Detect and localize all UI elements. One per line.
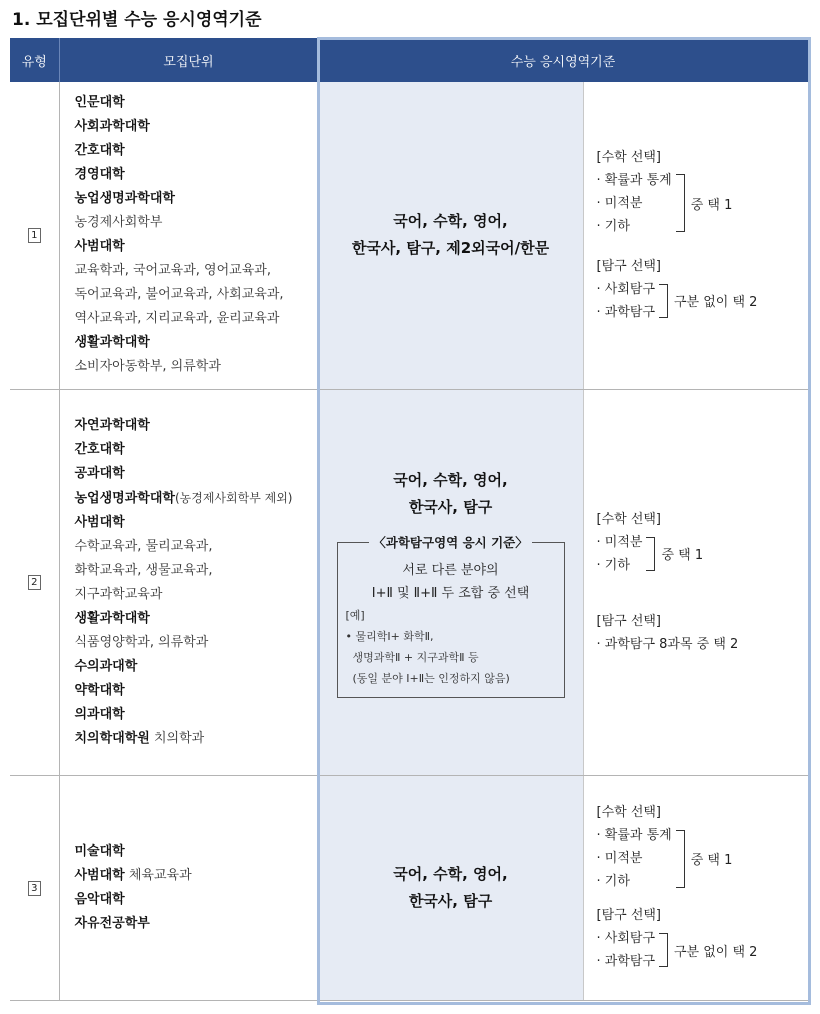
page-title: 1. 모집단위별 수능 응시영역기준 [12,10,262,30]
inquiry-selection-head: [탐구 선택] [596,258,662,274]
unit-college: 생활과학대학 [74,335,150,351]
type-number: 2 [28,575,41,590]
type-cell [10,775,59,1000]
unit-college: 자유전공학부 [74,915,150,931]
inquiry-option: · 사회탐구 [596,281,655,297]
unit-college: 사범대학 [74,514,125,530]
math-selection-head: [수학 선택] [596,805,662,820]
math-selection [597,509,809,577]
unit-department: 식품영양학과, 의류학과 [74,634,209,650]
math-selection-head: [수학 선택] [596,511,662,527]
units-cell [59,775,318,1000]
criteria-line: 서로 다른 분야의 [402,562,499,578]
unit-department: 화학교육과, 생물교육과, [74,562,213,578]
type-cell [10,389,59,775]
unit-college: 치의학대학원 [74,730,150,746]
selection-cell [583,775,808,1000]
math-selection-result: 중 택 1 [690,853,733,868]
inquiry-option: · 사회탐구 [596,931,655,946]
unit-department: 수학교육과, 물리교육과, [74,538,213,554]
unit-college: 사범대학 [74,867,125,883]
math-option: · 미적분 [596,851,643,866]
subjects-line: 국어, 수학, 영어, [393,864,508,883]
unit-note: (농경제사회학부 제외) [174,490,293,505]
math-selection [597,802,809,893]
subjects-cell [318,389,583,775]
bracket-shape [676,830,685,888]
subjects-cell [318,82,583,389]
math-selection-result: 중 택 1 [661,548,704,563]
math-option: · 미적분 [596,534,643,550]
header-unit: 모집단위 [59,38,318,82]
math-selection-head: [수학 선택] [596,149,662,165]
selection-cell [583,82,808,389]
unit-college: 경영대학 [74,167,125,183]
unit-note: 치의학과 [149,730,205,746]
unit-college: 사범대학 [74,239,125,255]
unit-department: 독어교육과, 불어교육과, 사회교육과, [74,287,284,303]
header-type: 유형 [10,38,59,82]
unit-college: 농업생명과학대학 [74,191,175,207]
math-option: · 기하 [596,874,630,889]
unit-department: 교육학과, 국어교육과, 영어교육과, [74,263,271,279]
units-cell [59,389,318,775]
unit-department: 역사교육과, 지리교육과, 윤리교육과 [74,311,280,327]
unit-college: 농업생명과학대학 [74,490,175,506]
units-cell [59,82,318,389]
unit-college: 간호대학 [74,441,125,457]
subjects-line: 한국사, 탐구, 제2외국어/한문 [351,239,550,258]
inquiry-selection [597,256,809,324]
criteria-line: Ⅰ+Ⅱ 및 Ⅱ+Ⅱ 두 조합 중 선택 [371,585,530,601]
inquiry-selection [597,611,809,656]
subjects-cell [318,775,583,1000]
bracket-shape [646,537,655,571]
inquiry-selection-head: [탐구 선택] [596,613,662,629]
subjects-line: 한국사, 탐구 [408,497,493,516]
type-number: 1 [28,228,41,243]
unit-department: 지구과학교육과 [74,586,163,602]
subjects-line: 국어, 수학, 영어, [393,470,508,489]
unit-college: 음악대학 [74,891,125,907]
unit-college: 약학대학 [74,682,125,698]
unit-college: 의과대학 [74,706,125,722]
example-line: (동일 분야 Ⅰ+Ⅱ는 인정하지 않음) [345,671,510,685]
example-line: • 물리학Ⅰ+ 화학Ⅱ, [345,629,434,643]
unit-college: 생활과학대학 [74,610,150,626]
selection-cell [583,389,808,775]
unit-college: 공과대학 [74,465,125,481]
table-row-type-1 [10,82,808,389]
science-criteria-box [337,534,565,698]
bracket-shape [676,174,685,232]
inquiry-selection-head: [탐구 선택] [596,908,662,923]
unit-college: 사회과학대학 [74,119,150,135]
inquiry-selection-result: 구분 없이 택 2 [674,295,758,311]
unit-college: 인문대학 [74,95,125,111]
math-option: · 기하 [596,557,630,573]
unit-college: 수의과대학 [74,658,138,674]
header-criteria: 수능 응시영역기준 [318,38,808,82]
math-option: · 확률과 통계 [596,172,672,188]
bracket-shape [659,284,668,318]
criteria-box-title: 〈과학탐구영역 응시 기준〉 [369,535,531,551]
unit-department: 소비자아동학부, 의류학과 [74,359,221,375]
subjects-line: 국어, 수학, 영어, [393,212,508,231]
math-selection [597,147,809,238]
unit-note: 체육교육과 [124,867,192,883]
type-number: 3 [28,881,41,896]
math-selection-result: 중 택 1 [690,197,733,213]
table-row-type-3 [10,775,808,1000]
inquiry-selection [597,905,809,973]
inquiry-option: · 과학탐구 [596,954,655,969]
admission-criteria-table [10,38,809,1001]
inquiry-option: · 과학탐구 8과목 중 택 2 [596,636,739,652]
subjects-line: 한국사, 탐구 [408,891,493,910]
type-cell [10,82,59,389]
unit-department: 농경제사회학부 [74,215,163,231]
example-label: [예] [345,608,365,622]
inquiry-option: · 과학탐구 [596,304,655,320]
table-row-type-2 [10,389,808,775]
math-option: · 확률과 통계 [596,828,672,843]
bracket-shape [659,933,668,967]
unit-college: 미술대학 [74,843,125,859]
math-option: · 미적분 [596,195,643,211]
inquiry-selection-result: 구분 없이 택 2 [674,944,758,960]
math-option: · 기하 [596,218,630,234]
table-header-row [10,38,808,82]
unit-college: 간호대학 [74,143,125,159]
unit-college: 자연과학대학 [74,417,150,433]
example-line: 생명과학Ⅱ + 지구과학Ⅱ 등 [345,650,479,664]
